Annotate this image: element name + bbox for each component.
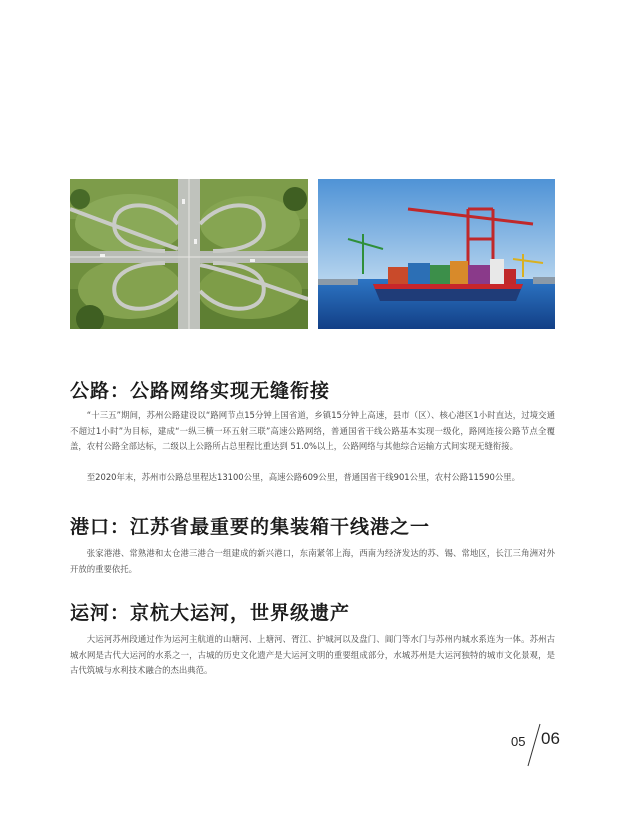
page-number-left: 05 <box>511 734 526 749</box>
port-paragraph-1: 张家港港、常熟港和太仓港三港合一组建成的新兴港口，东南紧邻上海，西南为经济发达的苏、锡、常地区，长江三角洲对外开放的重要依托。 <box>70 548 555 574</box>
section-heading-road: 公路：公路网络实现无缝衔接 <box>70 380 331 402</box>
canal-paragraph-1: 大运河苏州段通过作为运河主航道的山塘河、上塘河、胥江、护城河以及盘门、阊门等水门与苏州内城水系连为一体。苏州古城水网是古代大运河的水系之一，古城的历史文化遗产是大运河文明的重要组成部分，水城苏州是大运河独特的城市文化景观，是古代筑城与水利技术融合的杰出典范。 <box>70 634 555 675</box>
road-paragraph-2: 至2020年末，苏州市公路总里程达13100公里，高速公路609公里，普通国省干线901公里，农村公路11590公里。 <box>86 472 520 482</box>
container-port-photo <box>318 179 555 329</box>
section-heading-port: 港口：江苏省最重要的集装箱干线港之一 <box>70 516 431 538</box>
road-paragraph-1: “十三五”期间，苏州公路建设以“路网节点15分钟上国省道，乡镇15分钟上高速，县市（区）、核心港区1小时直达，过境交通不超过1小时”为目标，建成“一纵三横一环五射三联”高速公路网络，普通国省干线公路基本实现一级化，路网连接公路节点全覆盖，农村公路全部达标，二级以上公路所占总里程比重达到 51.0%以上，公路网络与其他综合运输方式间实现无缝衔接。 <box>70 410 555 451</box>
page-number-right: 06 <box>541 729 560 748</box>
section-heading-canal: 运河：京杭大运河，世界级遗产 <box>70 602 351 624</box>
highway-interchange-photo <box>70 179 308 329</box>
